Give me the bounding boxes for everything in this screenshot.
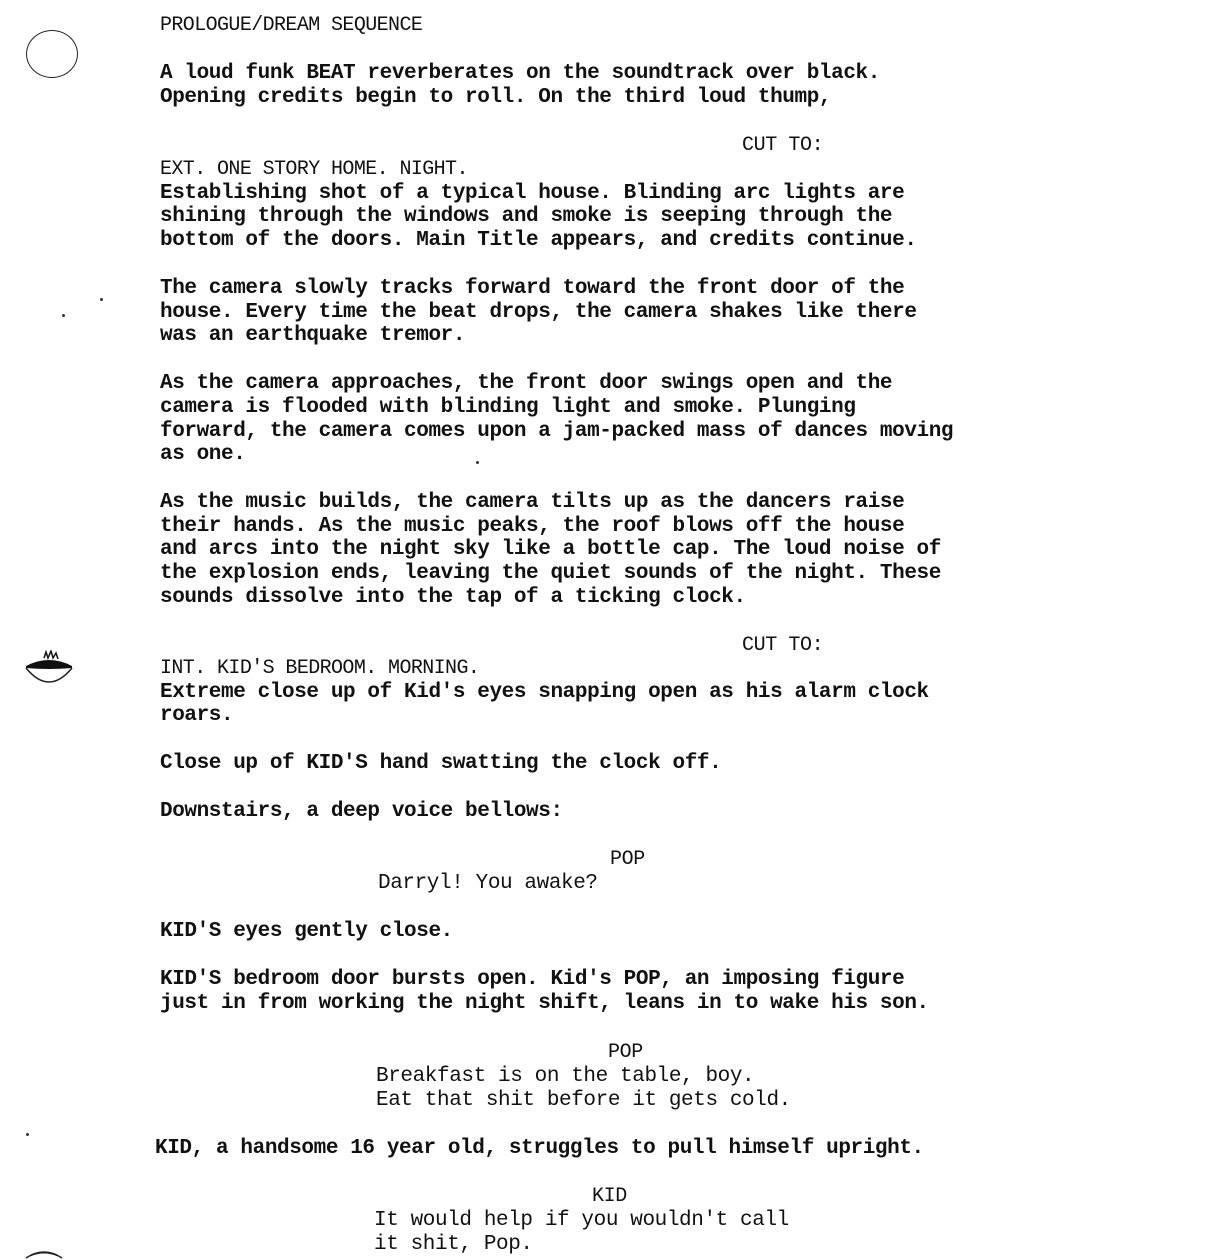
action-line: Extreme close up of Kid's eyes snapping open as his alarm clock xyxy=(160,681,929,704)
action-line: shining through the windows and smoke is seeping through the xyxy=(160,205,893,228)
dialogue-line: Eat that shit before it gets cold. xyxy=(376,1089,791,1112)
action-line: bottom of the doors. Main Title appears, and credits continue. xyxy=(160,229,917,252)
action-line: The camera slowly tracks forward toward the front door of the xyxy=(160,277,905,300)
action-line: A loud funk BEAT reverberates on the soundtrack over black. xyxy=(160,62,880,85)
action-line: Downstairs, a deep voice bellows: xyxy=(160,800,563,823)
action-line: as one. xyxy=(160,443,246,466)
dialogue-line: Breakfast is on the table, boy. xyxy=(376,1065,755,1088)
action-line: KID, a handsome 16 year old, struggles to pull himself upright. xyxy=(155,1137,924,1160)
scene-heading-int: INT. KID'S BEDROOM. MORNING. xyxy=(160,657,480,680)
action-line: roars. xyxy=(160,704,234,727)
speck xyxy=(100,298,103,301)
action-line: KID'S bedroom door bursts open. Kid's POP, an imposing figure xyxy=(160,968,905,991)
action-line: As the camera approaches, the front door swings open and the xyxy=(160,372,893,395)
speck xyxy=(476,461,479,464)
action-line: camera is flooded with blinding light and smoke. Plunging xyxy=(160,396,856,419)
action-line: just in from working the night shift, leans in to wake his son. xyxy=(160,992,929,1015)
transition-cut-to: CUT TO: xyxy=(742,634,824,657)
action-line: As the music builds, the camera tilts up as the dancers raise xyxy=(160,491,905,514)
transition-cut-to: CUT TO: xyxy=(742,134,824,157)
dialogue-line: Darryl! You awake? xyxy=(378,872,598,895)
action-line: Establishing shot of a typical house. Blinding arc lights are xyxy=(160,182,905,205)
action-line: Opening credits begin to roll. On the third loud thump, xyxy=(160,86,832,109)
action-line: the explosion ends, leaving the quiet sounds of the night. These xyxy=(160,562,941,585)
action-line: sounds dissolve into the tap of a ticking clock. xyxy=(160,586,746,609)
action-line: Close up of KID'S hand swatting the clock off. xyxy=(160,752,722,775)
character-cue-kid: KID xyxy=(592,1185,627,1208)
dialogue-line: It would help if you wouldn't call xyxy=(374,1209,789,1232)
scene-heading-ext: EXT. ONE STORY HOME. NIGHT. xyxy=(160,158,468,181)
punch-hole-top xyxy=(26,30,78,78)
speck xyxy=(26,1133,29,1136)
character-cue-pop: POP xyxy=(608,1041,643,1064)
action-line: their hands. As the music peaks, the roof blows off the house xyxy=(160,515,905,538)
punch-hole-bottom xyxy=(24,1246,64,1260)
action-line: was an earthquake tremor. xyxy=(160,324,466,347)
character-cue-pop: POP xyxy=(610,848,645,871)
action-line: house. Every time the beat drops, the camera shakes like there xyxy=(160,301,917,324)
scene-heading-prologue: PROLOGUE/DREAM SEQUENCE xyxy=(160,14,423,37)
action-line: and arcs into the night sky like a bottle cap. The loud noise of xyxy=(160,538,941,561)
dialogue-line: it shit, Pop. xyxy=(374,1233,533,1256)
action-line: forward, the camera comes upon a jam-packed mass of dances moving xyxy=(160,420,954,443)
punch-hole-middle xyxy=(24,650,74,686)
action-line: KID'S eyes gently close. xyxy=(160,920,453,943)
speck xyxy=(62,314,65,317)
